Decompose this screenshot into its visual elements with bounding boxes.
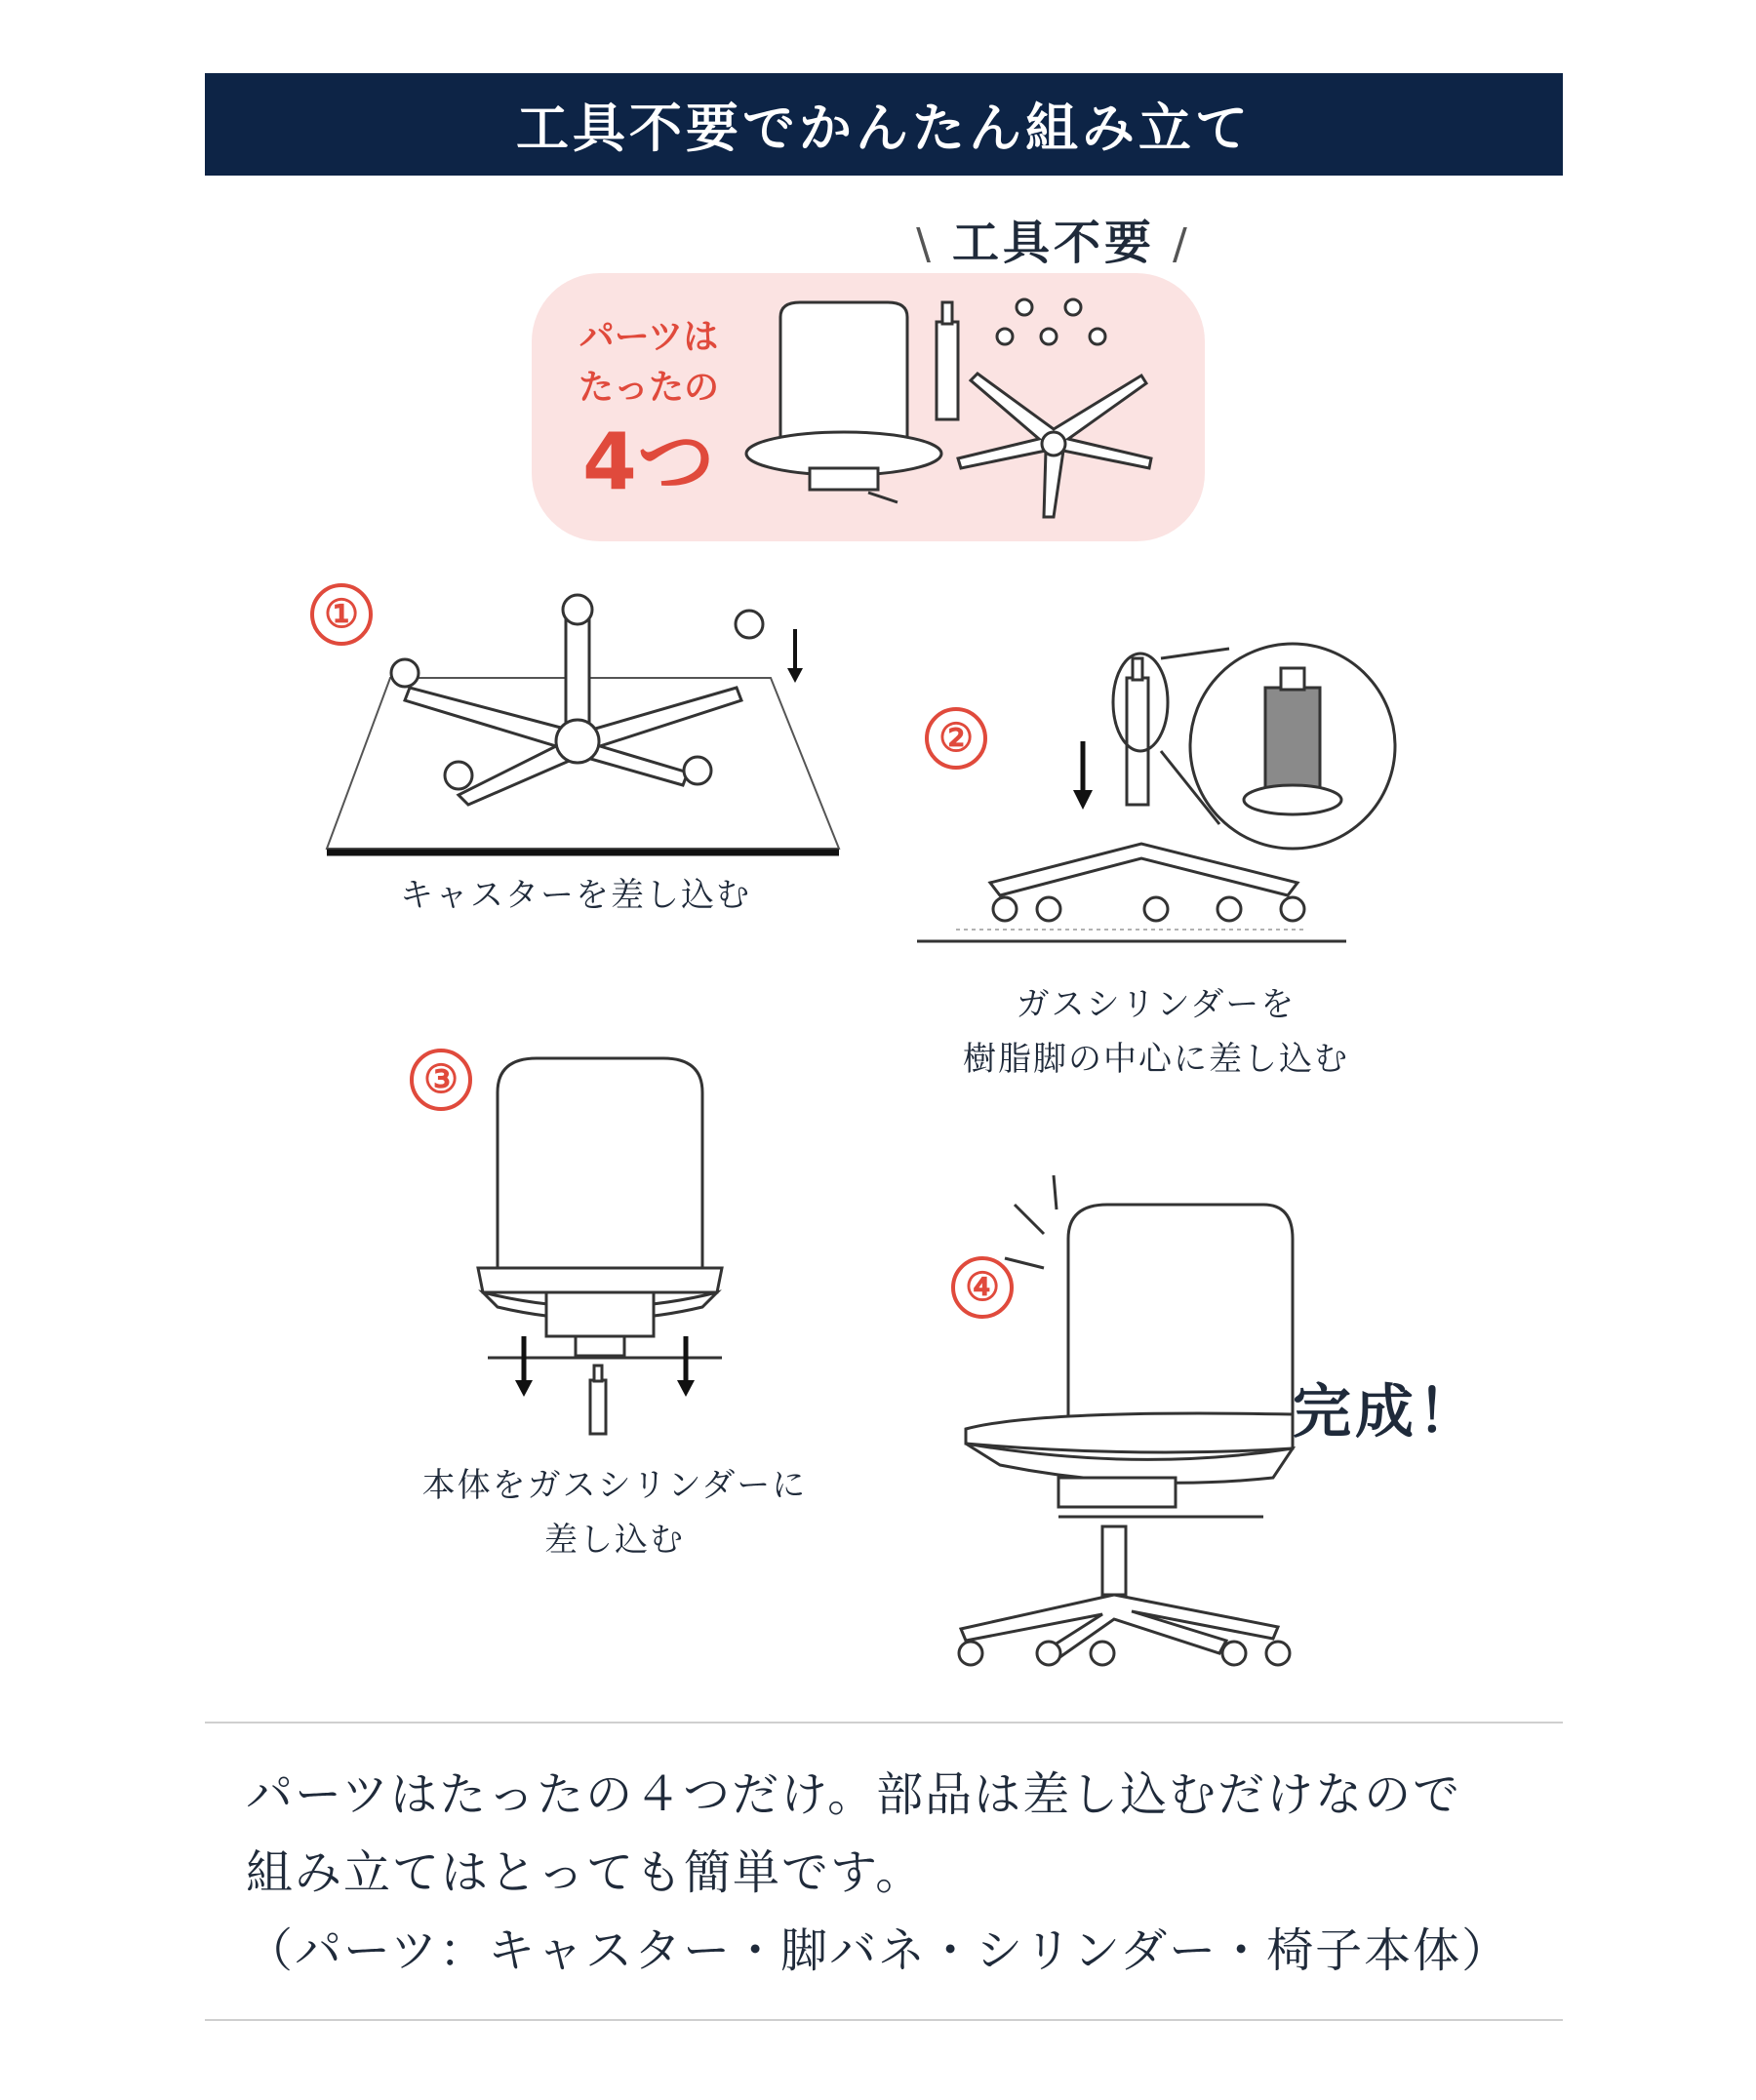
step-3-caption [390, 1458, 839, 1567]
parts-line2: たったの [578, 368, 719, 408]
bottom-divider [205, 2019, 1563, 2021]
step-4-illustration [941, 1161, 1312, 1668]
complete-label: 完成！ [1293, 1378, 1480, 1446]
tool-free-label: \ 工具不要 / [916, 216, 1191, 270]
description [246, 1756, 1534, 1990]
step-2-caption [912, 977, 1400, 1087]
step-1-caption: キャスターを差し込む [400, 876, 751, 915]
parts-count: 4つ [582, 416, 715, 507]
top-divider [205, 1722, 1563, 1724]
step-3-caption-line2: 差し込む [544, 1521, 685, 1560]
step-2-illustration [917, 624, 1376, 956]
description-line1: パーツはたったの４つだけ。部品は差し込むだけなので [246, 1767, 1462, 1822]
step-3-illustration [468, 1044, 741, 1463]
step-4-number: ④ [951, 1256, 1014, 1319]
step-1-illustration [322, 585, 868, 868]
step-2-caption-line1: ガスシリンダーを [1016, 985, 1297, 1024]
description-line2: 組み立てはとっても簡単です。 [246, 1845, 925, 1900]
tool-free-text: 工具不要 [951, 216, 1155, 270]
parts-illustration [712, 283, 1200, 527]
step-2-caption-line2: 樹脂脚の中心に差し込む [963, 1040, 1349, 1079]
description-line3: （パーツ：キャスター・脚バネ・シリンダー・椅子本体） [246, 1923, 1511, 1978]
parts-line1: パーツは [579, 317, 719, 357]
step-2-number: ② [925, 707, 987, 770]
page-title: 工具不要でかんたん組み立て [516, 98, 1252, 159]
step-3-caption-line1: 本体をガスシリンダーに [421, 1466, 808, 1505]
step-1-number: ① [310, 583, 373, 646]
step-3-number: ③ [410, 1049, 472, 1111]
page-title-banner [205, 73, 1563, 176]
parts-count-callout [566, 312, 732, 511]
